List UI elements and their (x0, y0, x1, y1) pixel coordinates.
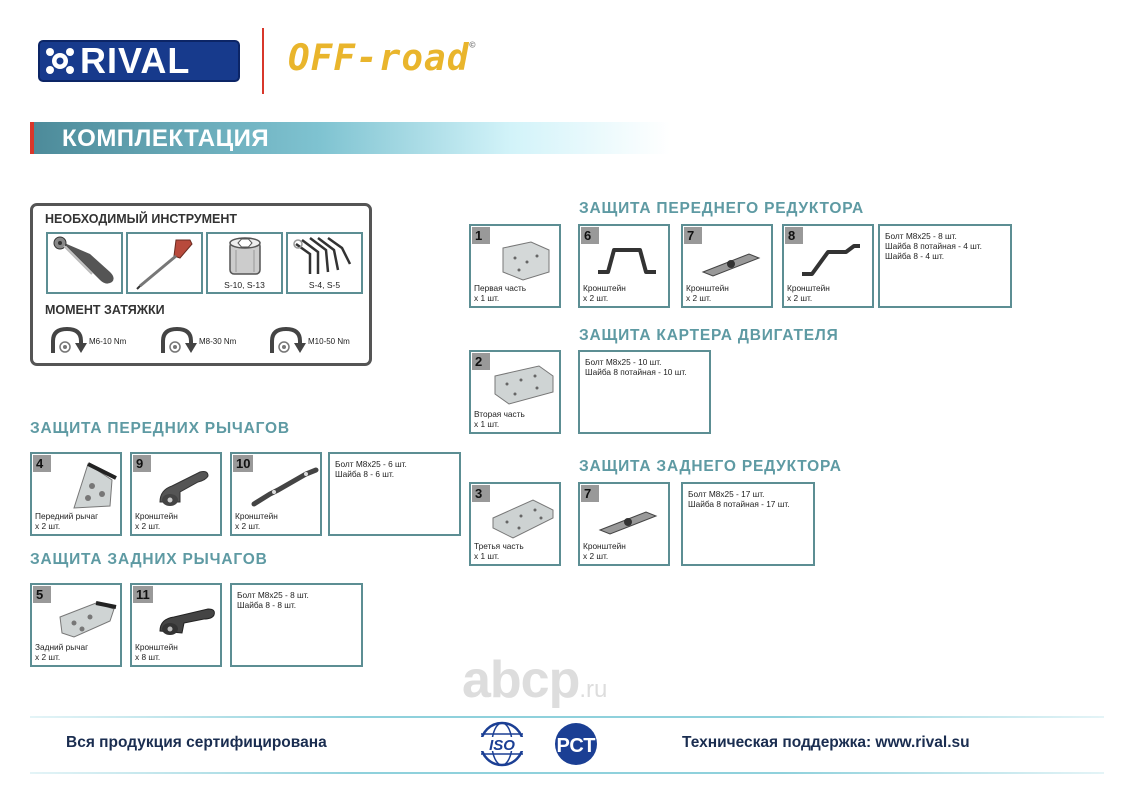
watermark-main: abcp (462, 651, 580, 709)
watermark-tld: .ru (579, 676, 608, 703)
plate-first-part-icon (497, 238, 553, 284)
bracket-z-icon (798, 240, 864, 280)
part-description: Кронштейн х 2 шт. (235, 511, 278, 531)
part-1 (469, 224, 561, 308)
plate-third-part-icon (489, 496, 557, 542)
part-number: 11 (133, 586, 153, 603)
tools-panel (30, 203, 372, 366)
torque-label: M10-50 Nm (308, 336, 350, 346)
torque-item-m10 (266, 324, 350, 358)
rival-wordmark: RIVAL (80, 40, 191, 81)
part-number: 5 (33, 586, 51, 603)
abcp-watermark (462, 650, 607, 710)
fastener-line: Болт М8х25 - 17 шт. (688, 489, 765, 499)
support-text: Техническая поддержка: www.rival.su (682, 734, 970, 751)
part-3 (469, 482, 561, 566)
fastener-line: Болт М8х25 - 6 шт. (335, 459, 407, 469)
part-description: Кронштейн х 2 шт. (583, 541, 626, 561)
bracket-u-icon (594, 240, 660, 280)
part-number: 1 (472, 227, 490, 244)
part-description: Кронштейн х 2 шт. (583, 283, 626, 303)
part-number: 9 (133, 455, 151, 472)
footer-line-top (30, 716, 1104, 718)
torque-label: M6-10 Nm (89, 336, 127, 346)
fasteners-front-reducer (878, 224, 1012, 308)
iso-logo (474, 720, 530, 768)
offroad-logo (288, 38, 476, 79)
part-5-rear-arm (30, 583, 122, 667)
part-number: 10 (233, 455, 253, 472)
part-number: 8 (785, 227, 803, 244)
bracket-plate-icon (596, 502, 660, 542)
heading-front-arms: ЗАЩИТА ПЕРЕДНИХ РЫЧАГОВ (30, 420, 290, 437)
rear-arm-plate-icon (52, 597, 120, 641)
part-7-rear-reducer (578, 482, 670, 566)
fastener-line: Шайба 8 - 6 шт. (335, 469, 395, 479)
bracket-plate-icon (699, 244, 763, 284)
torque-label: M8-30 Nm (199, 336, 237, 346)
copyright-mark: © (469, 40, 477, 51)
heading-rear-reducer: ЗАЩИТА ЗАДНЕГО РЕДУКТОРА (579, 458, 842, 475)
fasteners-front-arms (328, 452, 461, 536)
part-description: Первая часть х 1 шт. (474, 283, 527, 303)
fastener-line: Болт М8х25 - 8 шт. (885, 231, 957, 241)
part-description: Кронштейн х 8 шт. (135, 642, 178, 662)
hex-keys-icon (288, 234, 361, 278)
part-8-front-reducer (782, 224, 874, 308)
bracket-strip-icon (250, 464, 320, 510)
iso-globe-icon (474, 720, 530, 768)
certified-text: Вся продукция сертифицирована (66, 734, 327, 751)
hex-key-sizes: S-4, S-5 (308, 280, 341, 290)
fastener-line: Шайба 8 потайная - 17 шт. (688, 499, 790, 509)
part-6-front-reducer (578, 224, 670, 308)
tools-title: НЕОБХОДИМЫЙ ИНСТРУМЕНТ (45, 212, 238, 226)
bracket-hook-icon (150, 462, 216, 512)
part-description: Передний рычаг х 2 шт. (35, 511, 99, 531)
torque-title: МОМЕНТ ЗАТЯЖКИ (45, 303, 165, 317)
heading-engine: ЗАЩИТА КАРТЕРА ДВИГАТЕЛЯ (579, 327, 839, 344)
part-description: Кронштейн х 2 шт. (135, 511, 178, 531)
part-7-front-reducer (681, 224, 773, 308)
part-description: Кронштейн х 2 шт. (686, 283, 729, 303)
fasteners-rear-reducer (681, 482, 815, 566)
tool-hex-keys (286, 232, 363, 294)
part-11-rear-arm (130, 583, 222, 667)
socket-icon (208, 234, 281, 278)
fastener-line: Шайба 8 потайная - 4 шт. (885, 241, 982, 251)
part-9-front-arm (130, 452, 222, 536)
heading-rear-arms: ЗАЩИТА ЗАДНИХ РЫЧАГОВ (30, 551, 268, 568)
rst-certification-icon (552, 721, 604, 767)
rival-logo (38, 40, 240, 82)
screwdriver-icon (128, 234, 201, 292)
torque-item-m8 (157, 324, 236, 358)
rival-emblem-icon (40, 42, 80, 80)
footer-line-bottom (30, 772, 1104, 774)
logo-divider (262, 28, 264, 94)
front-arm-plate-icon (66, 460, 122, 512)
fasteners-engine (578, 350, 711, 434)
ratchet-icon (48, 234, 121, 292)
part-2 (469, 350, 561, 434)
tool-screwdriver (126, 232, 203, 294)
fastener-line: Шайба 8 потайная - 10 шт. (585, 367, 687, 377)
part-number: 4 (33, 455, 51, 472)
torque-arrow-icon (157, 325, 197, 357)
part-description: Вторая часть х 1 шт. (474, 409, 525, 429)
offroad-wordmark: OFF-road (288, 38, 470, 79)
socket-sizes: S-10, S-13 (224, 280, 265, 290)
part-number: 3 (472, 485, 490, 502)
fasteners-rear-arms (230, 583, 363, 667)
heading-front-reducer: ЗАЩИТА ПЕРЕДНЕГО РЕДУКТОРА (579, 200, 865, 217)
fastener-line: Болт М8х25 - 8 шт. (237, 590, 309, 600)
part-number: 2 (472, 353, 490, 370)
bracket-hook-icon (150, 595, 220, 641)
torque-item-m6 (47, 324, 126, 358)
rst-text: РСТ (556, 735, 596, 757)
section-banner (30, 122, 670, 154)
part-number: 6 (581, 227, 599, 244)
torque-arrow-icon (266, 325, 306, 357)
part-number: 7 (581, 485, 599, 502)
rst-logo (552, 721, 604, 767)
fastener-line: Шайба 8 - 4 шт. (885, 251, 945, 261)
tool-socket (206, 232, 283, 294)
tool-ratchet (46, 232, 123, 294)
part-description: Третья часть х 1 шт. (474, 541, 524, 561)
part-description: Кронштейн х 2 шт. (787, 283, 830, 303)
plate-second-part-icon (491, 362, 557, 408)
part-4-front-arm (30, 452, 122, 536)
fastener-line: Шайба 8 - 8 шт. (237, 600, 297, 610)
banner-title: КОМПЛЕКТАЦИЯ (62, 125, 270, 152)
part-number: 7 (684, 227, 702, 244)
iso-text: ISO (489, 737, 515, 754)
part-10-front-arm (230, 452, 322, 536)
fastener-line: Болт М8х25 - 10 шт. (585, 357, 662, 367)
part-description: Задний рычаг х 2 шт. (35, 642, 89, 662)
torque-arrow-icon (47, 325, 87, 357)
